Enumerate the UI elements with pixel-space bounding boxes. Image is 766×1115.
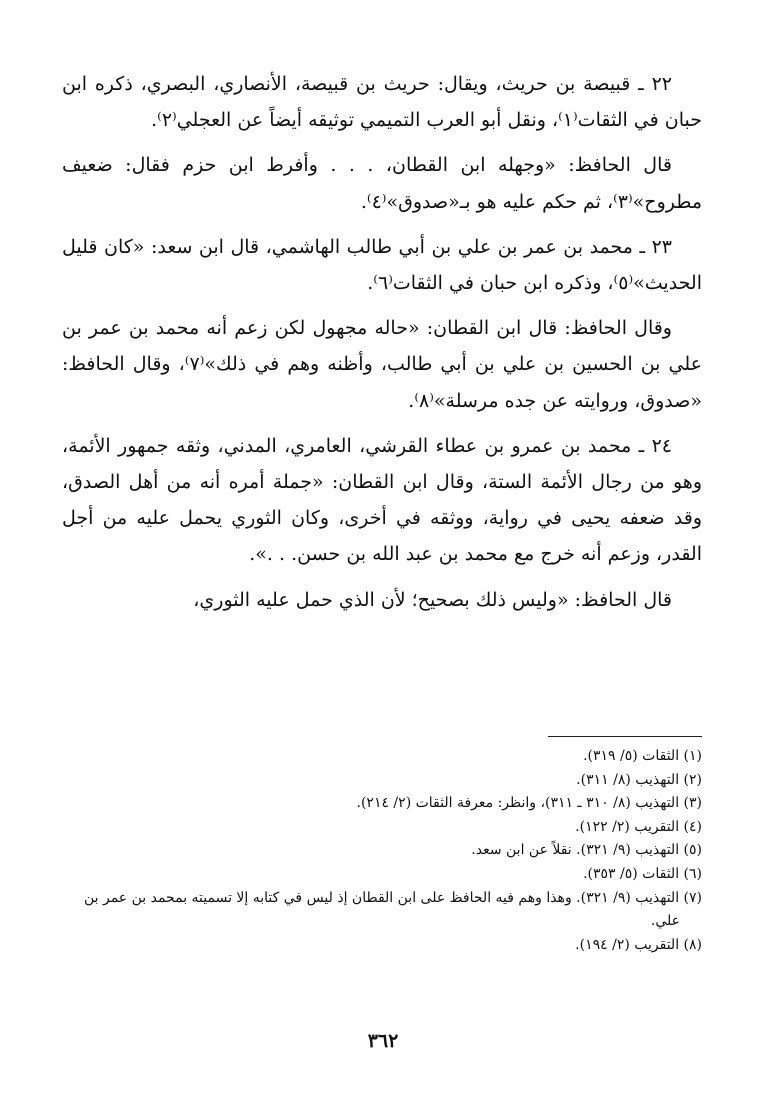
- footnote-separator: [548, 736, 702, 737]
- paragraph-narrator-22: ٢٢ ـ قبيصة بن حريث، ويقال: حريث بن قبيصة، الأنصاري، البصري، ذكره ابن حبان في الثقات⁽١⁾، ونقل أبو العرب التميمي توثيقه أيضاً عن العجلي⁽٢⁾.: [62, 73, 702, 132]
- main-text: [62, 66, 702, 627]
- page-number: ٣٦٢: [367, 1030, 399, 1052]
- paragraph-narrator-23: ٢٣ ـ محمد بن عمر بن علي بن أبي طالب الهاشمي، قال ابن سعد: «كان قليل الحديث»⁽٥⁾، وذكره ابن حبان في الثقات⁽٦⁾.: [62, 235, 702, 295]
- footnote-3: (٣) التهذيب (٨/ ٣١٠ ـ ٣١١)، وانظر: معرفة الثقات (٢/ ٢١٤).: [356, 795, 702, 812]
- footnotes: [57, 745, 702, 957]
- paragraph-hafiz-comment-24: قال الحافظ: «وليس ذلك بصحيح؛ لأن الذي حمل عليه الثوري،: [193, 588, 672, 611]
- paragraph-hafiz-comment-22: قال الحافظ: «وجهله ابن القطان، . . . وأفرط ابن حزم فقال: ضعيف مطروح»⁽٣⁾، ثم حكم عليه هو بـ«صدوق»⁽٤⁾.: [62, 154, 702, 213]
- footnote-7: (٧) التهذيب (٩/ ٣٢١). وهذا وهم فيه الحافظ على ابن القطان إذ ليس في كتابه إلا تسميته بمحمد بن عمر بن علي.: [83, 889, 702, 930]
- paragraph-narrator-24: ٢٤ ـ محمد بن عمرو بن عطاء القرشي، العامري، المدني، وثقه جمهور الأئمة، وهو من رجال الأئمة الستة، وقال ابن القطان: «جملة أمره أنه من أهل الصدق، وقد ضعفه يحيى في رواية، ووثقه في أخرى، وكان الثوري يحمل عليه من أجل القدر، وزعم أنه خرج مع محمد بن عبد الله بن حسن. . .».: [62, 434, 702, 566]
- paragraph-hafiz-comment-23: وقال الحافظ: قال ابن القطان: «حاله مجهول لكن زعم أنه محمد بن عمر بن علي بن الحسين بن علي بن أبي طالب، وأظنه وهم في ذلك»⁽٧⁾، وقال الحافظ: «صدوق، وروايته عن جده مرسلة»⁽٨⁾.: [62, 317, 702, 412]
- footnote-2: (٢) التهذيب (٨/ ٣١١).: [576, 771, 702, 788]
- footnote-8: (٨) التقريب (٢/ ١٩٤).: [575, 936, 702, 953]
- footnote-4: (٤) التقريب (٢/ ١٢٢).: [575, 818, 702, 835]
- footnote-1: (١) الثقات (٥/ ٣١٩).: [583, 748, 702, 764]
- footnote-5: (٥) التهذيب (٩/ ٣٢١). نقلاً عن ابن سعد.: [471, 842, 702, 859]
- footnote-6: (٦) الثقات (٥/ ٣٥٣).: [583, 865, 702, 882]
